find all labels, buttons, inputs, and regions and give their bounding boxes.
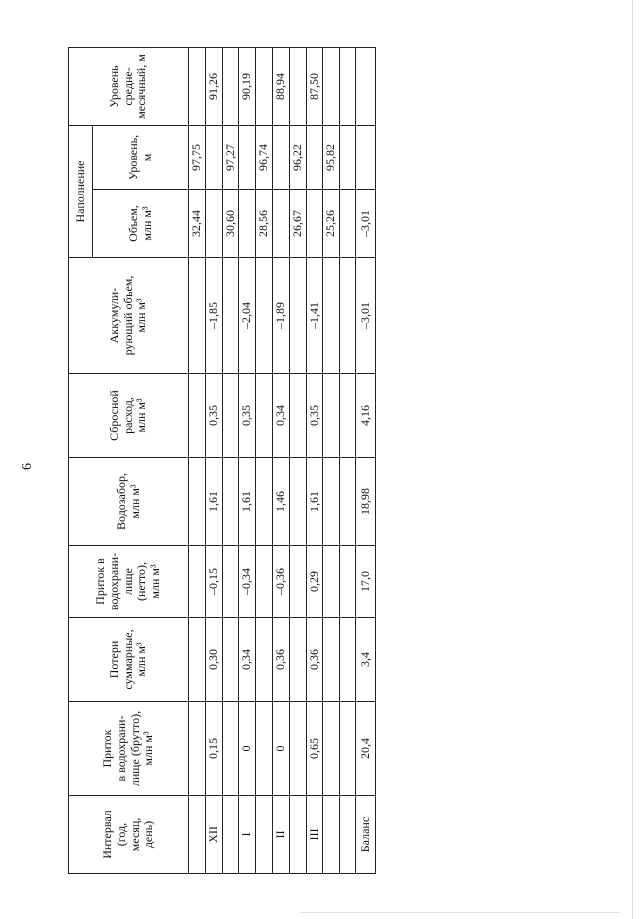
table-row — [239, 47, 256, 873]
header-withdrawal — [69, 458, 189, 546]
header-accumulated-text: Аккумули- рующий объем, млн м³ — [106, 275, 149, 356]
cell-inflow-net: –0,34 — [239, 546, 256, 618]
cell-inflow-net — [323, 546, 340, 618]
cell-volume — [205, 190, 222, 258]
cell-inflow-net: –0,36 — [272, 546, 289, 618]
cell-volume: 25,26 — [323, 190, 340, 258]
cell-losses — [256, 618, 273, 702]
cell-discharge: 0,34 — [272, 374, 289, 458]
cell-accumulated: –3,01 — [356, 258, 376, 374]
cell-avg-level: 88,94 — [272, 47, 289, 125]
cell-volume: –3,01 — [356, 190, 376, 258]
cell-level — [356, 125, 376, 189]
cell-discharge: 0,35 — [205, 374, 222, 458]
cell-inflow-gross: 0 — [272, 702, 289, 796]
cell-withdrawal — [323, 458, 340, 546]
cell-avg-level — [323, 47, 340, 125]
cell-interval: III — [306, 796, 323, 874]
cell-avg-level — [256, 47, 273, 125]
cell-avg-level: 87,50 — [306, 47, 323, 125]
header-inflow-gross — [69, 702, 189, 796]
cell-losses — [340, 618, 356, 702]
cell-inflow-gross — [222, 702, 239, 796]
cell-losses: 0,36 — [272, 618, 289, 702]
cell-inflow-net: 0,29 — [306, 546, 323, 618]
cell-withdrawal — [289, 458, 306, 546]
cell-withdrawal — [340, 458, 356, 546]
header-discharge-text: Сбросной расход, млн м³ — [106, 390, 149, 441]
cell-level: 95,82 — [323, 125, 340, 189]
header-accumulated — [69, 258, 189, 374]
cell-withdrawal: 18,98 — [356, 458, 376, 546]
cell-withdrawal: 1,61 — [239, 458, 256, 546]
header-volume-text: Объем, млн м³ — [125, 205, 154, 242]
cell-accumulated — [222, 258, 239, 374]
page-number-text: 6 — [20, 463, 35, 470]
cell-interval: Баланс — [356, 796, 376, 874]
cell-volume — [306, 190, 323, 258]
cell-accumulated: –1,85 — [205, 258, 222, 374]
cell-inflow-gross: 0,15 — [205, 702, 222, 796]
table-row — [256, 47, 273, 873]
cell-discharge — [222, 374, 239, 458]
cell-inflow-gross — [340, 702, 356, 796]
table-row — [306, 47, 323, 873]
cell-level: 96,22 — [289, 125, 306, 189]
header-inflow-net — [69, 546, 189, 618]
cell-losses: 0,34 — [239, 618, 256, 702]
cell-level — [239, 125, 256, 189]
header-losses-text: Потери суммарные, млн м³ — [106, 629, 149, 690]
table-row — [222, 47, 239, 873]
header-discharge — [69, 374, 189, 458]
reservoir-balance-table — [68, 47, 376, 874]
cell-volume: 28,56 — [256, 190, 273, 258]
cell-interval: I — [239, 796, 256, 874]
cell-avg-level: 90,19 — [239, 47, 256, 125]
cell-inflow-net — [256, 546, 273, 618]
cell-avg-level: 91,26 — [205, 47, 222, 125]
cell-level: 97,27 — [222, 125, 239, 189]
header-volume — [93, 190, 189, 258]
cell-interval: II — [272, 796, 289, 874]
cell-losses: 0,30 — [205, 618, 222, 702]
cell-inflow-gross — [323, 702, 340, 796]
cell-inflow-net — [289, 546, 306, 618]
cell-inflow-gross — [256, 702, 273, 796]
cell-accumulated: –2,04 — [239, 258, 256, 374]
cell-avg-level — [289, 47, 306, 125]
cell-accumulated — [256, 258, 273, 374]
cell-inflow-net — [222, 546, 239, 618]
cell-inflow-net: 17,0 — [356, 546, 376, 618]
cell-inflow-net: –0,15 — [205, 546, 222, 618]
cell-avg-level — [222, 47, 239, 125]
table-row — [323, 47, 340, 873]
cell-inflow-gross: 0,65 — [306, 702, 323, 796]
header-avg-level — [69, 47, 189, 125]
header-interval-text: Интервал (год, месяц, день) — [99, 810, 156, 859]
cell-losses — [222, 618, 239, 702]
cell-withdrawal — [189, 458, 206, 546]
cell-accumulated: –1,89 — [272, 258, 289, 374]
cell-level — [340, 125, 356, 189]
cell-avg-level — [356, 47, 376, 125]
cell-level: 97,75 — [189, 125, 206, 189]
cell-withdrawal — [256, 458, 273, 546]
cell-volume: 26,67 — [289, 190, 306, 258]
table-row — [189, 47, 206, 873]
header-withdrawal-text: Водозабор, млн м³ — [113, 473, 142, 530]
cell-inflow-net — [340, 546, 356, 618]
cell-interval — [256, 796, 273, 874]
cell-inflow-gross: 20,4 — [356, 702, 376, 796]
table-row — [205, 47, 222, 873]
cell-interval — [289, 796, 306, 874]
cell-interval — [189, 796, 206, 874]
cell-withdrawal — [222, 458, 239, 546]
header-interval — [69, 796, 189, 874]
rotated-table-container — [68, 48, 372, 874]
cell-volume — [340, 190, 356, 258]
cell-discharge — [189, 374, 206, 458]
cell-inflow-net — [189, 546, 206, 618]
cell-withdrawal: 1,61 — [205, 458, 222, 546]
header-filling-text: Наполнение — [72, 160, 87, 223]
cell-inflow-gross — [189, 702, 206, 796]
table-row — [340, 47, 356, 873]
cell-accumulated — [323, 258, 340, 374]
cell-avg-level — [189, 47, 206, 125]
cell-accumulated — [340, 258, 356, 374]
cell-interval — [340, 796, 356, 874]
header-inflow-gross-text: Приток в водохрани- лище (брутто), млн м³ — [99, 710, 156, 787]
cell-discharge: 4,16 — [356, 374, 376, 458]
header-avg-level-text: Уровень средне- месячный, м — [106, 54, 149, 119]
cell-discharge — [289, 374, 306, 458]
cell-discharge: 0,35 — [306, 374, 323, 458]
cell-interval — [222, 796, 239, 874]
cell-volume — [272, 190, 289, 258]
cell-discharge — [256, 374, 273, 458]
cell-accumulated — [289, 258, 306, 374]
cell-level — [272, 125, 289, 189]
cell-losses: 3,4 — [356, 618, 376, 702]
cell-level: 96,74 — [256, 125, 273, 189]
cell-discharge — [323, 374, 340, 458]
cell-losses — [189, 618, 206, 702]
scan-bottom-line — [300, 912, 620, 913]
cell-volume — [239, 190, 256, 258]
header-inflow-net-text: Приток в водохрани- лище (нетто), млн м³ — [93, 552, 163, 611]
table-row — [272, 47, 289, 873]
cell-withdrawal: 1,46 — [272, 458, 289, 546]
table-row — [289, 47, 306, 873]
cell-inflow-gross — [289, 702, 306, 796]
cell-volume: 32,44 — [189, 190, 206, 258]
cell-losses: 0,36 — [306, 618, 323, 702]
cell-avg-level — [340, 47, 356, 125]
cell-losses — [323, 618, 340, 702]
header-level-text: Уровень, м — [125, 134, 154, 181]
cell-inflow-gross: 0 — [239, 702, 256, 796]
scan-edge-line — [632, 0, 633, 919]
cell-interval: XII — [205, 796, 222, 874]
cell-accumulated: –1,41 — [306, 258, 323, 374]
cell-accumulated — [189, 258, 206, 374]
cell-losses — [289, 618, 306, 702]
header-level — [93, 125, 189, 189]
cell-discharge — [340, 374, 356, 458]
cell-volume: 30,60 — [222, 190, 239, 258]
header-losses — [69, 618, 189, 702]
cell-discharge: 0,35 — [239, 374, 256, 458]
page-number — [20, 456, 34, 470]
table-row-balance — [356, 47, 376, 873]
header-filling — [69, 125, 93, 257]
cell-withdrawal: 1,61 — [306, 458, 323, 546]
cell-level — [205, 125, 222, 189]
cell-interval — [323, 796, 340, 874]
cell-level — [306, 125, 323, 189]
